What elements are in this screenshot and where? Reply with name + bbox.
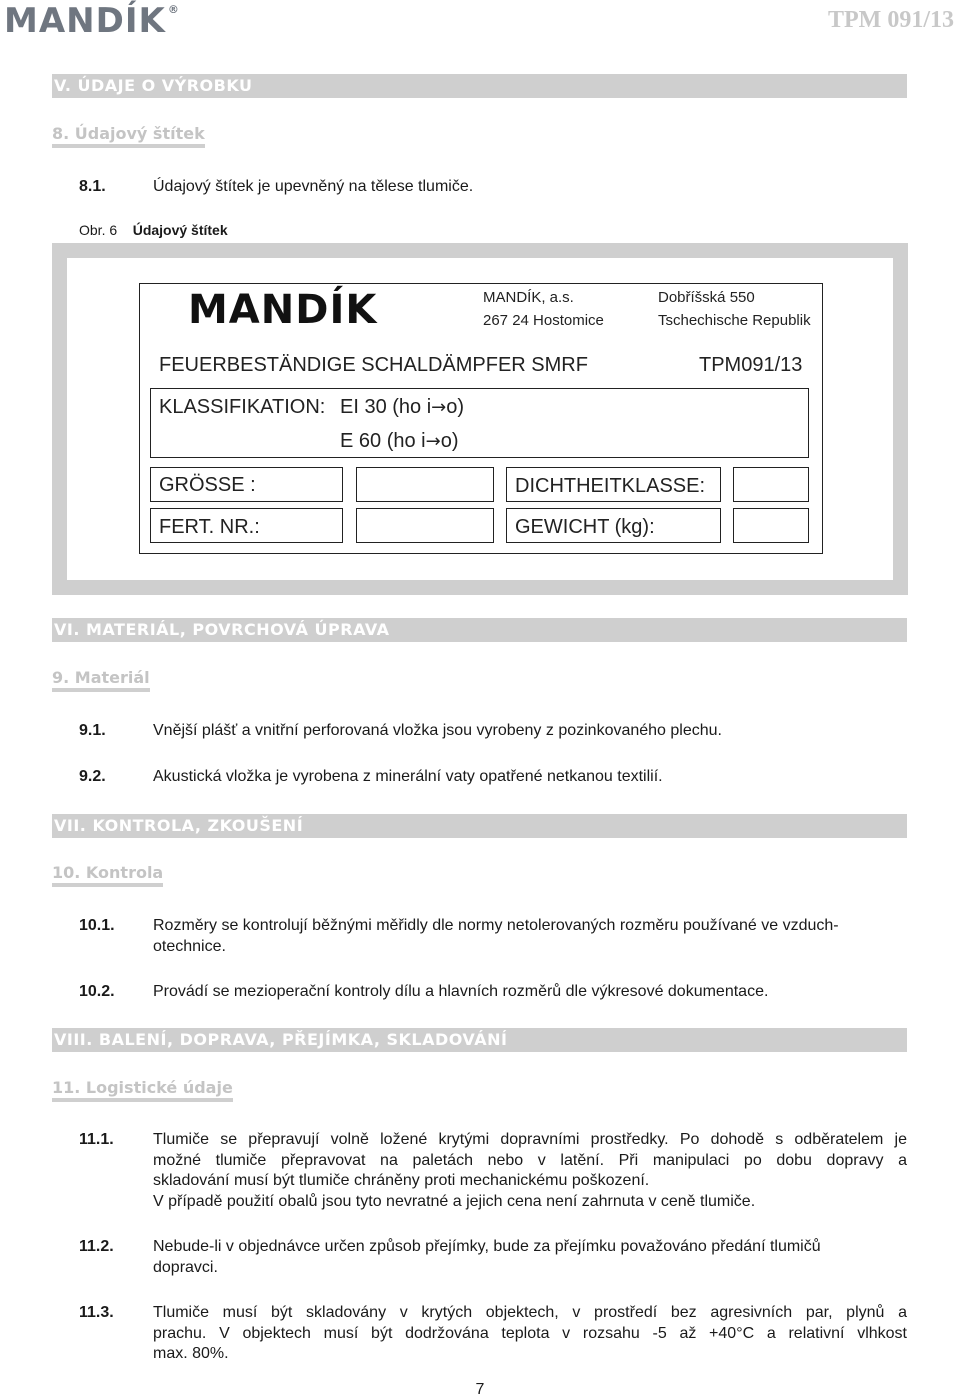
plate-classification-1: EI 30 (ho i→o): [340, 396, 465, 418]
section-vii-title: VII. KONTROLA, ZKOUŠENÍ: [52, 814, 907, 838]
item-number: 11.2.: [79, 1238, 114, 1255]
item-text: Vnější plášť a vnitřní perforovaná vložka jsou vyrobeny z pozinkovaného plechu.: [153, 722, 722, 739]
plate-tightness-label: DICHTHEITKLASSE:: [515, 475, 706, 497]
item-number: 8.1.: [79, 178, 106, 195]
plate-doc-ref: TPM091/13: [699, 354, 803, 376]
tightness-value-box: [733, 467, 809, 502]
document-code: TPM 091/13: [828, 7, 954, 33]
section-vi-title: VI. MATERIÁL, POVRCHOVÁ ÚPRAVA: [52, 618, 907, 642]
subsection-10-title: 10. Kontrola: [52, 862, 163, 884]
item-number: 9.2.: [79, 768, 106, 785]
item-text: Provádí se mezioperační kontroly dílu a hlavních rozměrů dle výkresové dokumentace.: [153, 983, 769, 1000]
item-number: 11.1.: [79, 1131, 114, 1148]
page-number: 7: [475, 1381, 485, 1398]
item-text: Tlumiče musí být skladovány v krytých objektech, v prostředí bez agresivních par, plynů a prachu. V objektech musí být dodržována teplota v rozsahu -5 až +40°C a relativní vlhkost max. 80%.: [153, 1304, 907, 1362]
item-number: 11.3.: [79, 1304, 114, 1321]
subsection-9-title: 9. Materiál: [52, 667, 150, 689]
figure-caption-number: Obr. 6: [79, 222, 118, 238]
plate-weight-label: GEWICHT (kg):: [515, 516, 655, 538]
plate-street: Dobříšská 550: [658, 289, 755, 306]
plate-size-label: GRÖSSE :: [159, 474, 256, 496]
size-value-box: [356, 467, 494, 502]
arrow-right-icon: →: [431, 397, 447, 418]
subsection-8-title: 8. Údajový štítek: [52, 123, 205, 145]
plate-country: Tschechische Republik: [658, 312, 811, 329]
item-text: Rozměry se kontrolují běžnými měřidly dle normy netolerovaných rozměru používané ve vzduch- otechnice.: [153, 917, 839, 955]
plate-brand-logo: MANDÍK: [188, 287, 378, 333]
item-text: Akustická vložka je vyrobena z minerální vaty opatřené netkanou textilií.: [153, 768, 663, 785]
serial-value-box: [356, 508, 494, 543]
brand-logo: MANDÍK ®: [4, 1, 180, 41]
plate-classification-label: KLASSIFIKATION:: [159, 396, 326, 418]
item-text: Údajový štítek je upevněný na tělese tlumiče.: [153, 178, 474, 195]
section-v-title: V. ÚDAJE O VÝROBKU: [52, 74, 907, 98]
item-text: Nebude-li v objednávce určen způsob přejímky, bude za přejímku považováno předání tlumičů dopravci.: [153, 1238, 821, 1276]
section-viii-title: VIII. BALENÍ, DOPRAVA, PŘEJÍMKA, SKLADOVÁNÍ: [52, 1028, 907, 1052]
subsection-11-title: 11. Logistické údaje: [52, 1077, 233, 1099]
item-number: 10.1.: [79, 917, 115, 934]
plate-product-name: FEUERBESTÄNDIGE SCHALDÄMPFER SMRF: [159, 354, 588, 376]
item-text: Tlumiče se přepravují volně ložené krytými dopravními prostředky. Po dohodě s odběratelem je možné tlumiče přepravovat na paletách nebo v latění. Při manipulaci po dobu dopravy a skladování musí být tlumiče chráněny proti mechanickému poškození. V případě použití obalů jsou tyto nevratné a jejich cena není zahrnuta v ceně tlumiče.: [153, 1131, 907, 1210]
plate-classification-2: E 60 (ho i→o): [340, 430, 459, 452]
plate-company: MANDÍK, a.s.: [483, 289, 574, 306]
arrow-right-icon: →: [425, 431, 441, 452]
item-number: 10.2.: [79, 983, 115, 1000]
item-number: 9.1.: [79, 722, 106, 739]
weight-value-box: [733, 508, 809, 543]
plate-serial-label: FERT. NR.:: [159, 516, 260, 538]
figure-caption-text: Údajový štítek: [132, 222, 228, 238]
figure-caption: [79, 222, 228, 238]
plate-city: 267 24 Hostomice: [483, 312, 604, 329]
